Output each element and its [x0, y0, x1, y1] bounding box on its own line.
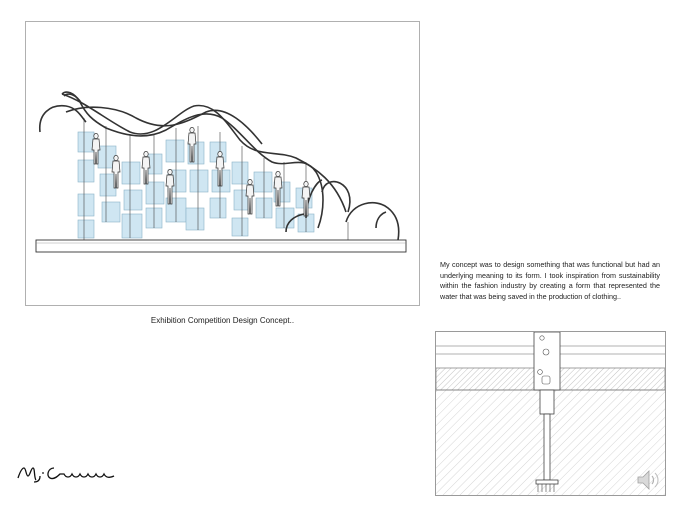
signature-graphic [16, 462, 126, 484]
section-detail-drawing [435, 331, 666, 496]
signature-mark [16, 462, 126, 489]
exhibition-drawing-frame [25, 21, 420, 306]
concept-description: My concept was to design something that was functional but had an underlying meaning to its form. I took inspiration from sustainability within the fashion industry by creating a form that represented the water that was being saved in the production of clothing.. [440, 260, 660, 301]
figure-caption: Exhibition Competition Design Concept.. [150, 316, 295, 325]
base-plinth [36, 240, 406, 252]
speaker-icon[interactable] [636, 468, 662, 497]
exhibition-elevation-drawing [26, 22, 421, 307]
structural-section-detail [436, 332, 665, 495]
